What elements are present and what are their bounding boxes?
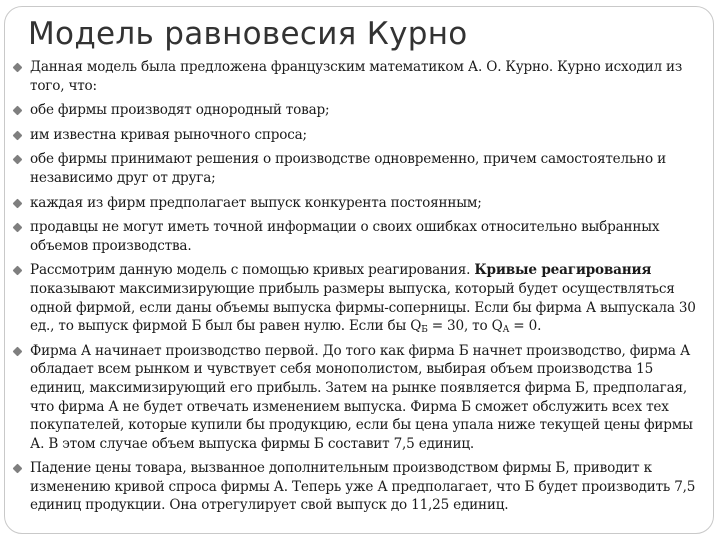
- bullet-item-simultaneous-decisions: [12, 150, 709, 187]
- bullet-item-no-information: [12, 218, 709, 255]
- subscript-a: А: [502, 325, 510, 336]
- bullet-term: Кривые реагирования: [474, 262, 652, 279]
- bullet-item-intro: [12, 58, 709, 95]
- bullet-text: продавцы не могут иметь точной информации о своих ошибках относительно выбранных объемов производства.: [30, 219, 660, 254]
- bullet-text-mid: = 30, то Q: [427, 318, 503, 335]
- bullet-list: [12, 58, 709, 521]
- diamond-bullet-icon: [13, 155, 23, 165]
- diamond-bullet-icon: [13, 130, 23, 140]
- bullet-text-lead: Рассмотрим данную модель с помощью кривых реагирования.: [30, 262, 471, 279]
- diamond-bullet-icon: [13, 106, 23, 116]
- bullet-text-rest: показывают максимизирующие прибыль размеры выпуска, который будет осуществляться одной фирмой, если даны объемы выпуска фирмы-соперницы. Если бы фирма А выпускала 30 ед., то выпуск фирмой Б был бы равен нулю. Если бы Q: [30, 280, 696, 335]
- bullet-item-firm-a-starts: [12, 342, 709, 454]
- diamond-bullet-icon: [13, 464, 23, 474]
- bullet-item-constant-output: [12, 194, 709, 213]
- bullet-item-demand-curve: [12, 126, 709, 145]
- bullet-item-homogeneous-product: [12, 101, 709, 120]
- bullet-text: Данная модель была предложена французским математиком А. О. Курно. Курно исходил из того, что:: [30, 59, 683, 94]
- bullet-text: Падение цены товара, вызванное дополнительным производством фирмы Б, приводит к изменению кривой спроса фирмы А. Теперь уже А предполагает, что Б будет производить 7,5 единиц продукции. Она отрегулирует свой выпуск до 11,25 единиц.: [30, 460, 696, 514]
- bullet-text: им известна кривая рыночного спроса;: [30, 126, 307, 143]
- diamond-bullet-icon: [13, 346, 23, 356]
- bullet-text: Фирма А начинает производство первой. До того как фирма Б начнет производство, фирма А обладает всем рынком и чувствует себя монополистом, выбирая объем производства 15 единиц, максимизирующий его прибыль. Затем на рынке появляется фирма Б, предполагая, что фирма А не будет отвечать изменением выпуска. Фирма Б сможет обслужить всех тех покупателей, которые купили бы продукцию, если бы цена упала ниже текущей цены фирмы А. В этом случае объем выпуска фирмы Б составит 7,5 единиц.: [30, 342, 693, 452]
- diamond-bullet-icon: [13, 198, 23, 208]
- subscript-b: Б: [421, 325, 428, 336]
- bullet-text: обе фирмы производят однородный товар;: [30, 102, 330, 119]
- bullet-text: обе фирмы принимают решения о производстве одновременно, причем самостоятельно и независимо друг от друга;: [30, 151, 666, 186]
- diamond-bullet-icon: [13, 63, 23, 73]
- slide-title: Модель равновесия Курно: [28, 16, 468, 52]
- diamond-bullet-icon: [13, 266, 23, 276]
- diamond-bullet-icon: [13, 223, 23, 233]
- bullet-text-end: = 0.: [509, 318, 542, 335]
- bullet-item-price-drop: [12, 459, 709, 515]
- bullet-text: каждая из фирм предполагает выпуск конкурента постоянным;: [30, 194, 482, 211]
- bullet-item-reaction-curves: [12, 261, 709, 335]
